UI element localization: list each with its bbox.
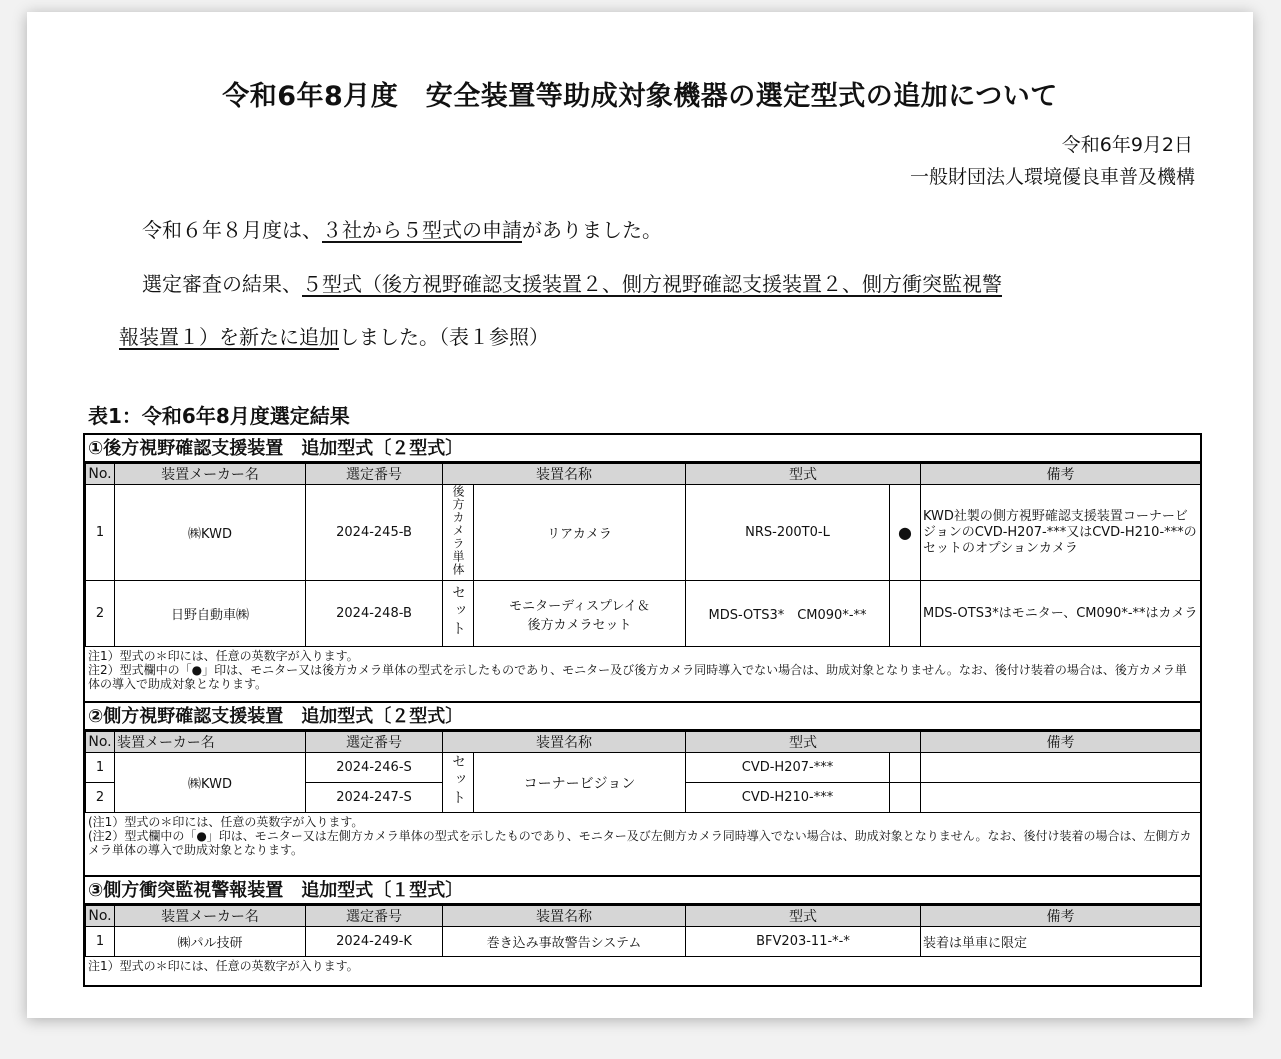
section-notes: 注1）型式の＊印には、任意の英数字が入ります。 注2）型式欄中の「●」印は、モニター又は後方カメラ単体の型式を示したものであり、モニター及び後方カメラ同時導入でない場合は、助成対象となりません。なお、後付け装着の場合は、後方カメラ単体の導入で助成対象となります。: [88, 649, 1187, 691]
header-row: [86, 732, 1201, 753]
cell-kind: セット: [443, 581, 474, 647]
table-row: [86, 753, 1201, 783]
section-rear-view: [85, 435, 1200, 703]
cell-model: NRS-200T0-L: [686, 485, 890, 581]
cell-no: 1: [86, 485, 115, 581]
paragraph-3: 報装置１）を新たに追加しました。（表１参照）: [119, 325, 549, 349]
document-title: 令和6年8月度 安全装置等助成対象機器の選定型式の追加について: [222, 81, 1058, 112]
paragraph-1: 令和６年８月度は、３社から５型式の申請がありました。: [142, 218, 662, 242]
header-number: 選定番号: [306, 732, 443, 753]
section-side-collision: [85, 877, 1200, 985]
header-remark: 備考: [921, 464, 1201, 485]
cell-number: 2024-247-S: [306, 783, 443, 813]
section-notes: (注1）型式の＊印には、任意の英数字が入ります。 (注2）型式欄中の「●」印は、モニター又は左側方カメラ単体の型式を示したものであり、モニター及び左側方カメラ同時導入でない場合は、助成対象となりません。なお、後付け装着の場合は、左側方カメラ単体の導入で助成対象となります。: [88, 815, 1192, 857]
cell-remark: MDS-OTS3*はモニター、CM090*-**はカメラ: [921, 581, 1201, 647]
header-maker: 装置メーカー名: [115, 732, 306, 753]
header-number: 選定番号: [306, 906, 443, 927]
cell-model: CVD-H207-***: [686, 753, 890, 783]
cell-remark: [921, 783, 1201, 813]
cell-name: コーナービジョン: [474, 753, 686, 813]
header-name: 装置名称: [443, 732, 686, 753]
section-notes: 注1）型式の＊印には、任意の英数字が入ります。: [88, 959, 359, 973]
header-maker: 装置メーカー名: [115, 464, 306, 485]
cell-remark: [921, 753, 1201, 783]
header-model: 型式: [686, 906, 921, 927]
section-title: ③側方衝突監視警報装置 追加型式〔１型式〕: [85, 877, 1200, 905]
cell-model: MDS-OTS3* CM090*-**: [686, 581, 890, 647]
cell-number: 2024-249-K: [306, 927, 443, 957]
cell-mark: [890, 581, 921, 647]
header-no: No.: [86, 732, 115, 753]
cell-remark: 装着は単車に限定: [921, 927, 1201, 957]
header-row: [86, 464, 1201, 485]
cell-number: 2024-248-B: [306, 581, 443, 647]
section-table: [85, 731, 1201, 813]
cell-no: 2: [86, 581, 115, 647]
cell-mark: [890, 753, 921, 783]
cell-maker: ㈱パル技研: [115, 927, 306, 957]
header-number: 選定番号: [306, 464, 443, 485]
section-table: [85, 905, 1201, 957]
results-table: [83, 433, 1202, 987]
cell-name: リアカメラ: [474, 485, 686, 581]
cell-no: 1: [86, 927, 115, 957]
cell-kind: セット: [443, 753, 474, 813]
header-maker: 装置メーカー名: [115, 906, 306, 927]
header-model: 型式: [686, 732, 921, 753]
cell-mark: [890, 783, 921, 813]
header-no: No.: [86, 464, 115, 485]
cell-maker: 日野自動車㈱: [115, 581, 306, 647]
header-no: No.: [86, 906, 115, 927]
cell-maker: ㈱KWD: [115, 485, 306, 581]
cell-number: 2024-245-B: [306, 485, 443, 581]
cell-kind: 後方カメラ単体: [443, 485, 474, 581]
cell-name: モニターディスプレイ＆ 後方カメラセット: [474, 581, 686, 647]
cell-no: 1: [86, 753, 115, 783]
cell-number: 2024-246-S: [306, 753, 443, 783]
header-model: 型式: [686, 464, 921, 485]
header-remark: 備考: [921, 732, 1201, 753]
section-side-view: [85, 703, 1200, 877]
table-row: [86, 581, 1201, 647]
organization-name: 一般財団法人環境優良車普及機構: [909, 166, 1195, 188]
cell-remark: KWD社製の側方視野確認支援装置コーナービジョンのCVD-H207-***又はCVD-H210-***のセットのオプションカメラ: [921, 485, 1201, 581]
table-row: [86, 927, 1201, 957]
cell-model: CVD-H210-***: [686, 783, 890, 813]
cell-maker: ㈱KWD: [115, 753, 306, 813]
header-name: 装置名称: [443, 906, 686, 927]
issue-date: 令和6年9月2日: [1061, 134, 1193, 156]
header-row: [86, 906, 1201, 927]
cell-no: 2: [86, 783, 115, 813]
table-caption: 表1：令和6年8月度選定結果: [88, 404, 350, 428]
header-remark: 備考: [921, 906, 1201, 927]
section-title: ①後方視野確認支援装置 追加型式〔２型式〕: [85, 435, 1200, 463]
cell-model: BFV203-11-*-*: [686, 927, 921, 957]
section-title: ②側方視野確認支援装置 追加型式〔２型式〕: [85, 703, 1200, 731]
header-name: 装置名称: [443, 464, 686, 485]
document-page: [27, 12, 1253, 1018]
paragraph-2: 選定審査の結果、５型式（後方視野確認支援装置２、側方視野確認支援装置２、側方衝突監視警: [142, 272, 1002, 296]
section-table: [85, 463, 1201, 647]
cell-name: 巻き込み事故警告システム: [443, 927, 686, 957]
table-row: [86, 485, 1201, 581]
cell-mark: [890, 485, 921, 581]
bullet-mark: ●: [898, 523, 912, 542]
